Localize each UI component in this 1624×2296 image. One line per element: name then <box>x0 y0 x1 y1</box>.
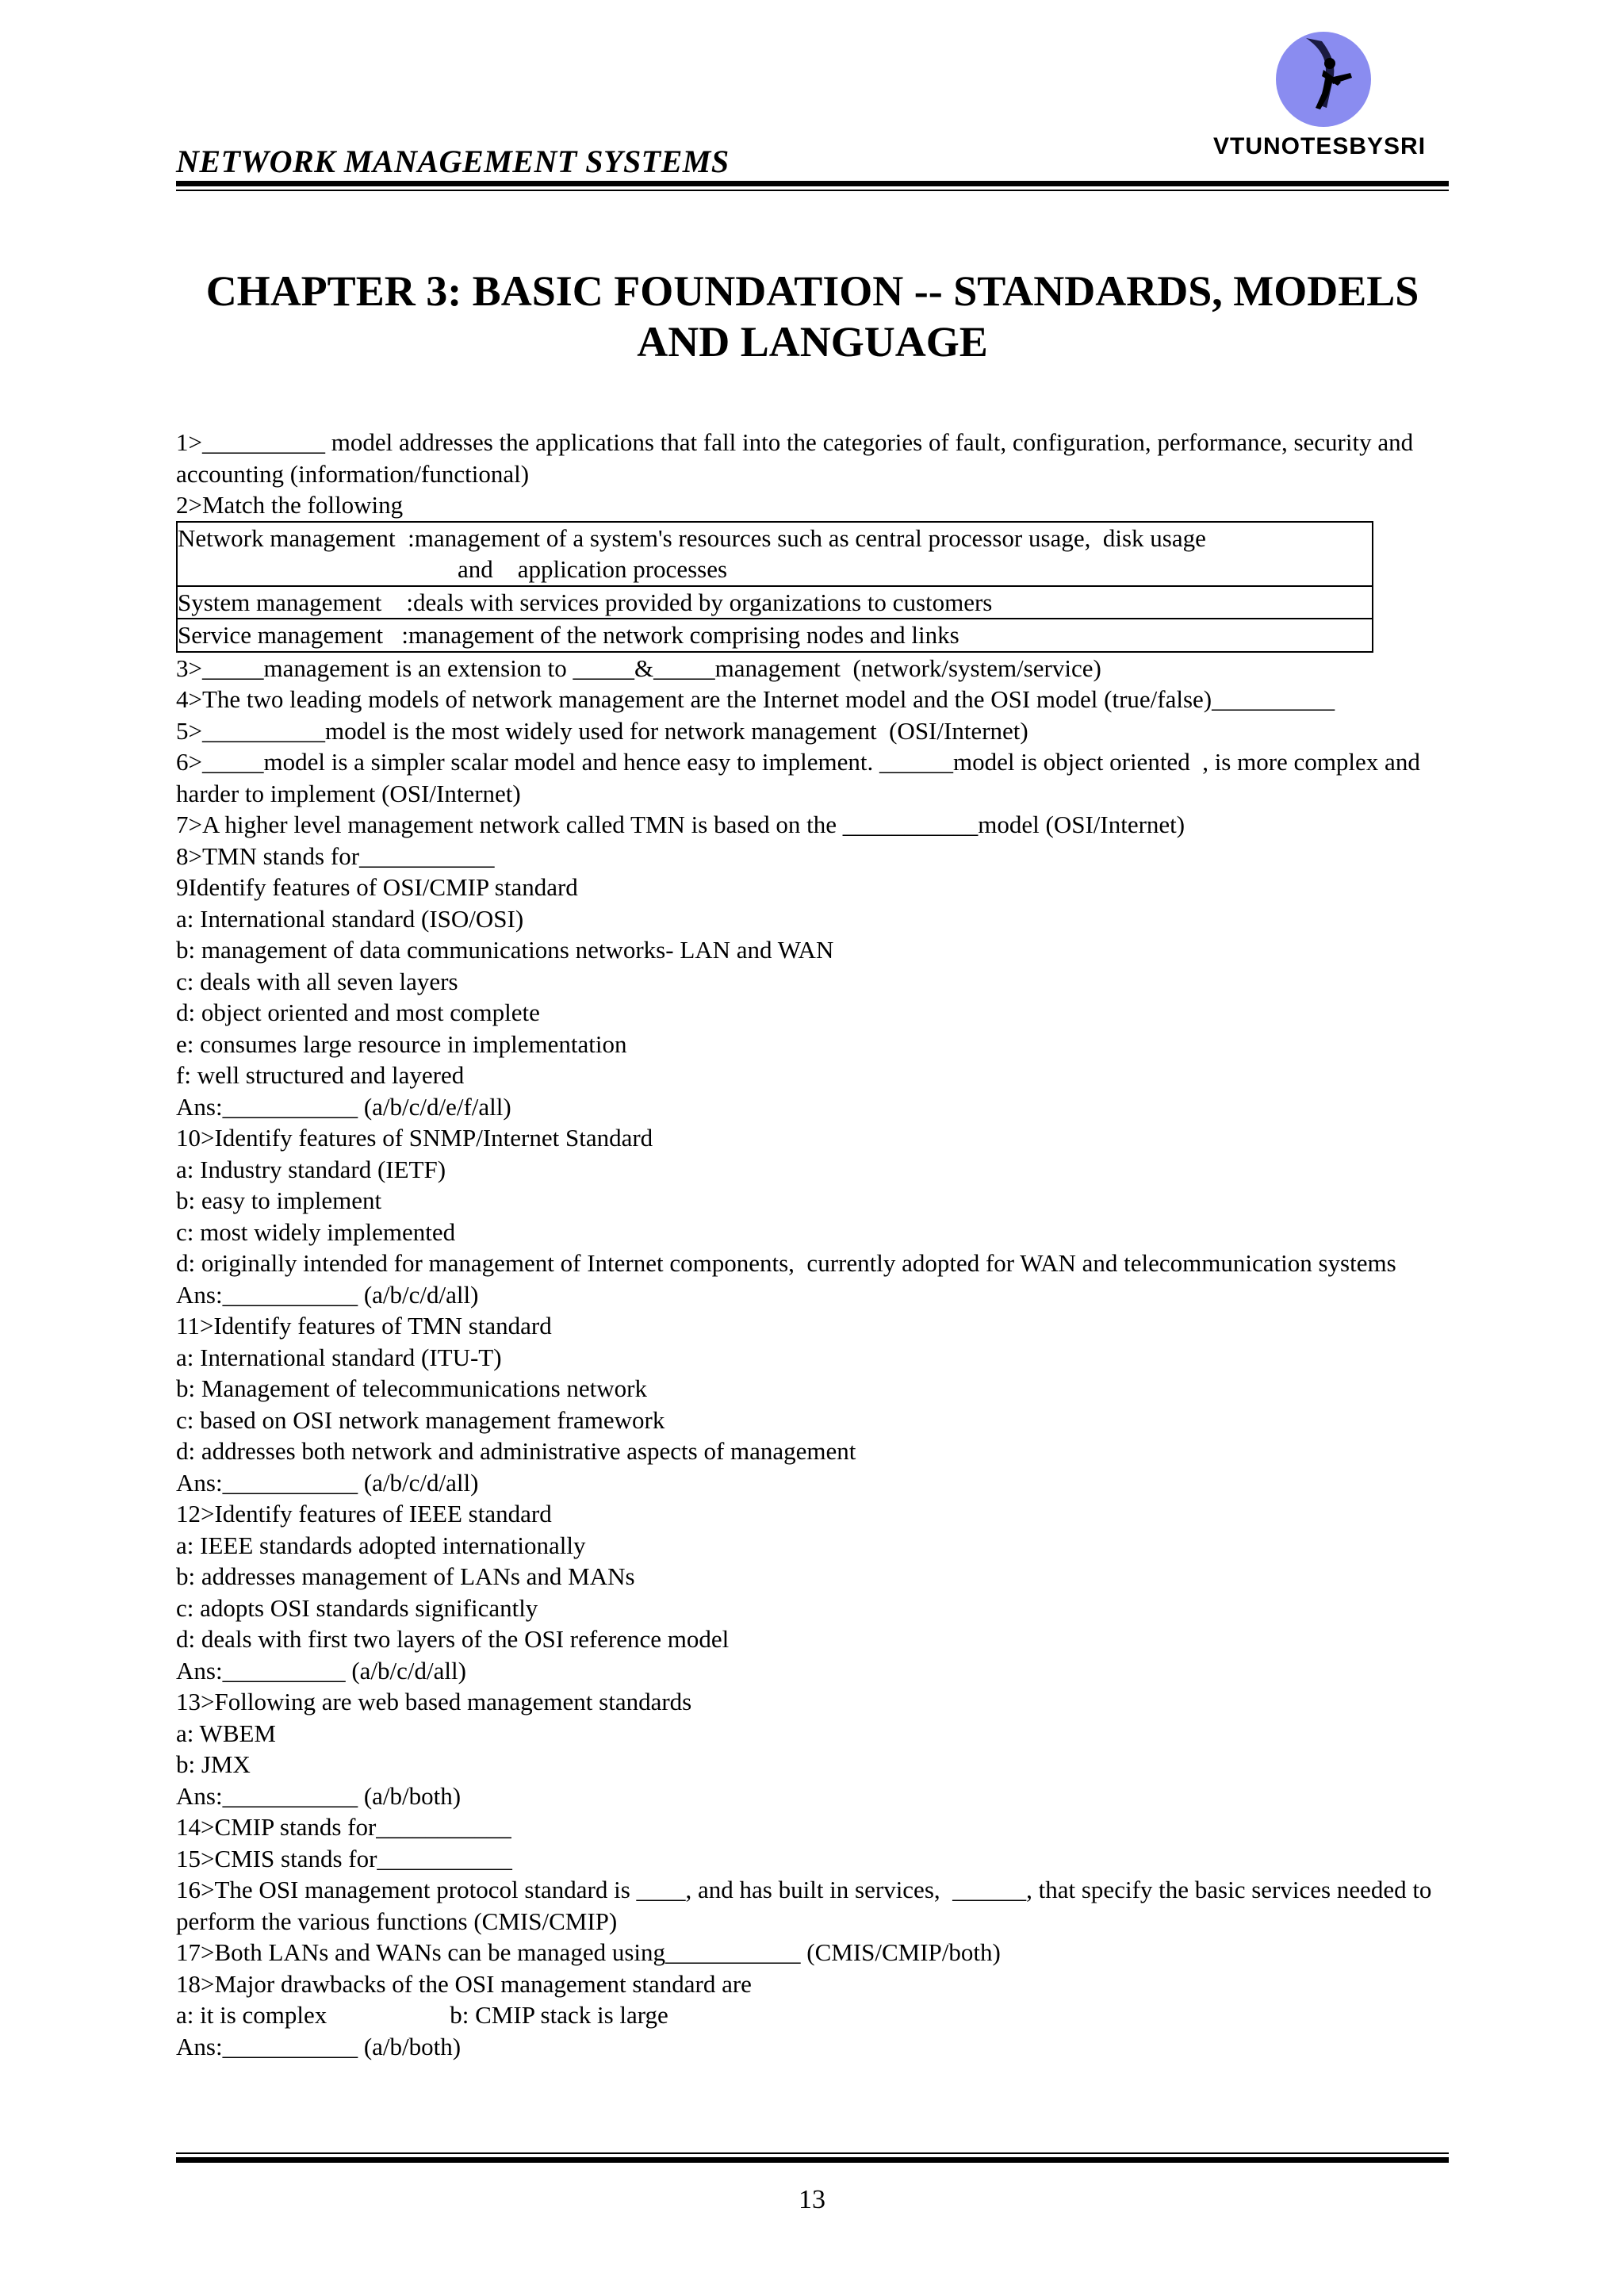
question-line: 11>Identify features of TMN standard <box>176 1312 552 1340</box>
question-line: 2>Match the following <box>176 491 404 519</box>
question-line: b: Management of telecommunications network <box>176 1374 647 1402</box>
question-line: 6>_____model is a simpler scalar model and hence easy to implement. ______model is object oriented , is more complex and harder to implement (OSI/Internet) <box>176 748 1427 807</box>
question-line: 12>Identify features of IEEE standard <box>176 1500 552 1527</box>
question-line: c: most widely implemented <box>176 1217 456 1246</box>
question-line: 7>A higher level management network called TMN is based on the ___________model (OSI/Internet) <box>176 811 1185 838</box>
question-line: e: consumes large resource in implementation <box>176 1029 627 1058</box>
question-line: a: International standard (ITU-T) <box>176 1343 502 1371</box>
footer-rule-thin <box>176 2152 1449 2154</box>
match-row <box>177 619 1373 652</box>
question-line: c: deals with all seven layers <box>176 967 458 995</box>
question-content <box>176 427 1449 2062</box>
question-line: 17>Both LANs and WANs can be managed using___________ (CMIS/CMIP/both) <box>176 1938 1001 1966</box>
question-line: d: addresses both network and administrative aspects of management <box>176 1437 856 1465</box>
question-line: c: adopts OSI standards significantly <box>176 1593 538 1622</box>
question-line: Ans:___________ (a/b/both) <box>176 1781 462 1810</box>
question-line: Ans:___________ (a/b/both) <box>176 2032 462 2060</box>
question-line: c: based on OSI network management framework <box>176 1405 665 1434</box>
document-header-title: NETWORK MANAGEMENT SYSTEMS <box>176 144 730 179</box>
question-line: 9Identify features of OSI/CMIP standard <box>176 873 578 901</box>
header-rule-thick <box>176 181 1449 186</box>
question-line: f: well structured and layered <box>176 1061 465 1089</box>
question-line: b: addresses management of LANs and MANs <box>176 1562 635 1590</box>
chapter-title: CHAPTER 3: BASIC FOUNDATION -- STANDARDS, MODELS AND LANGUAGE <box>205 267 1419 366</box>
question-line: b: easy to implement <box>176 1186 382 1214</box>
question-line: Ans:___________ (a/b/c/d/e/f/all) <box>176 1092 511 1121</box>
question-line: d: object oriented and most complete <box>176 999 540 1026</box>
question-line: Ans:___________ (a/b/c/d/all) <box>176 1468 479 1497</box>
question-line: 3>_____management is an extension to _____&_____management (network/system/service) <box>176 654 1101 682</box>
footer-rule-thick <box>176 2157 1449 2163</box>
climber-logo-icon <box>1274 30 1373 128</box>
question-line: 15>CMIS stands for___________ <box>176 1844 512 1872</box>
match-term-continuation: and application processes <box>458 555 728 583</box>
match-cell <box>177 586 1373 619</box>
question-line: 8>TMN stands for___________ <box>176 841 495 870</box>
question-line: 16>The OSI management protocol standard is ____, and has built in services, ______, that specify the basic services needed to perform the various functions (CMIS/CMIP) <box>176 1876 1438 1935</box>
question-line: b: management of data communications networks- LAN and WAN <box>176 936 834 964</box>
match-term: Service management :management of the network comprising nodes and links <box>178 621 959 649</box>
question-line: Ans:___________ (a/b/c/d/all) <box>176 1280 479 1309</box>
match-cell <box>177 522 1373 586</box>
question-line: a: IEEE standards adopted internationally <box>176 1531 586 1559</box>
question-line: a: it is complex b: CMIP stack is large <box>176 2001 668 2029</box>
match-term: Network management :management of a system's resources such as central processor usage, disk usage <box>178 523 1206 552</box>
question-line: a: International standard (ISO/OSI) <box>176 904 524 933</box>
question-line: d: originally intended for management of Internet components, currently adopted for WAN and telecommunication systems <box>176 1249 1396 1277</box>
page-number: 13 <box>799 2185 825 2214</box>
question-line: 13>Following are web based management standards <box>176 1688 692 1715</box>
question-line: Ans:__________ (a/b/c/d/all) <box>176 1656 466 1685</box>
question-line: 14>CMIP stands for___________ <box>176 1813 511 1841</box>
question-line: 10>Identify features of SNMP/Internet Standard <box>176 1124 653 1152</box>
header-rule-thin <box>176 190 1449 191</box>
question-line: a: Industry standard (IETF) <box>176 1155 446 1183</box>
question-line: 5>__________model is the most widely used for network management (OSI/Internet) <box>176 716 1028 745</box>
question-line: 18>Major drawbacks of the OSI management standard are <box>176 1969 752 1998</box>
match-term: System management :deals with services provided by organizations to customers <box>178 588 993 616</box>
match-row <box>177 522 1373 586</box>
match-table <box>176 521 1373 653</box>
question-line: b: JMX <box>176 1750 251 1778</box>
questions-after-table <box>176 653 1449 2063</box>
question-line: d: deals with first two layers of the OSI reference model <box>176 1625 730 1653</box>
match-row <box>177 586 1373 619</box>
questions-before-table <box>176 427 1449 521</box>
brand-label: VTUNOTESBYSRI <box>1213 133 1427 159</box>
question-line: a: WBEM <box>176 1719 276 1747</box>
match-cell <box>177 619 1373 652</box>
question-line: 4>The two leading models of network management are the Internet model and the OSI model (true/false)__________ <box>176 685 1335 713</box>
question-line: 1>__________ model addresses the applications that fall into the categories of fault, configuration, performance, security and accounting (information/functional) <box>176 428 1419 488</box>
